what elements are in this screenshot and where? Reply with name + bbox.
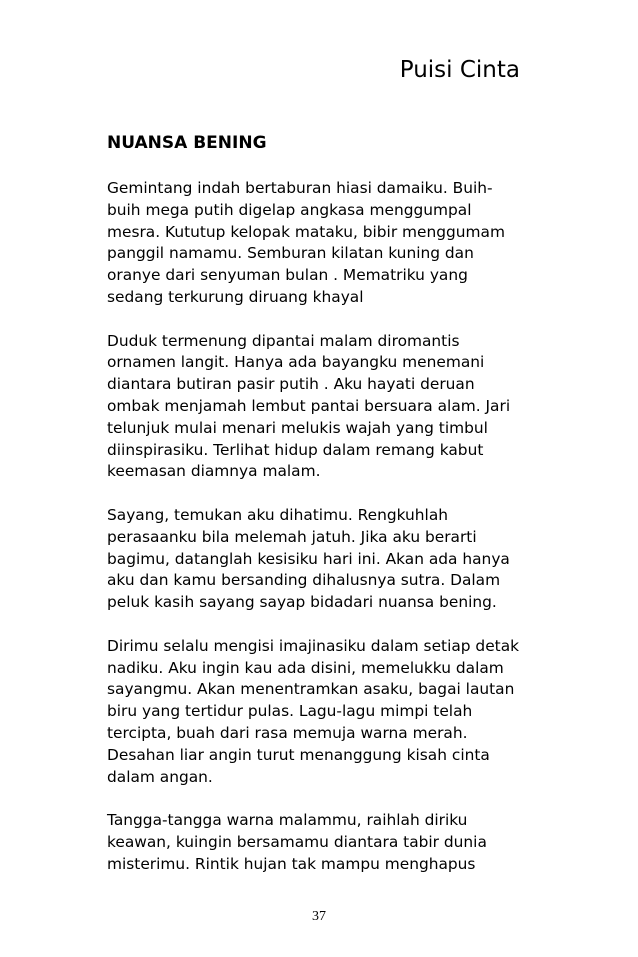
poem-line: ornamen langit. Hanya ada bayangku menemani	[107, 353, 485, 372]
poem-paragraph	[107, 810, 547, 875]
poem-line: mesra. Kututup kelopak mataku, bibir menggumam	[107, 222, 505, 241]
poem-line: misterimu. Rintik hujan tak mampu menghapus	[107, 854, 476, 873]
poem-line: nadiku. Aku ingin kau ada disini, memelukku dalam	[107, 658, 504, 677]
poem-line: buih mega putih digelap angkasa menggumpal	[107, 200, 472, 219]
poem-line: dalam angan.	[107, 767, 213, 786]
poem-line: keawan, kuingin bersamamu diantara tabir dunia	[107, 832, 487, 851]
poem-line: panggil namamu. Semburan kilatan kuning dan	[107, 244, 474, 263]
poem-paragraph	[107, 178, 547, 309]
running-header-title: Puisi Cinta	[399, 57, 520, 83]
poem-paragraph	[107, 636, 547, 789]
poem-line: biru yang tertidur pulas. Lagu-lagu mimpi telah	[107, 702, 473, 721]
poem-line: sayangmu. Akan menentramkan asaku, bagai lautan	[107, 680, 515, 699]
poem-line: ombak menjamah lembut pantai bersuara alam. Jari	[107, 396, 511, 415]
poem-line: telunjuk mulai menari melukis wajah yang timbul	[107, 418, 488, 437]
poem-line: Duduk termenung dipantai malam diromantis	[107, 331, 460, 350]
poem-line: sedang terkurung diruang khayal	[107, 287, 364, 306]
poem-line: Gemintang indah bertaburan hiasi damaiku. Buih-	[107, 179, 493, 197]
poem-line: peluk kasih sayang sayap bidadari nuansa bening.	[107, 593, 497, 612]
poem-line: Sayang, temukan aku dihatimu. Rengkuhlah	[107, 505, 449, 524]
poem-line: Dirimu selalu mengisi imajinasiku dalam setiap detak	[107, 636, 520, 655]
page-number: 37	[312, 909, 326, 924]
poem-paragraph	[107, 331, 547, 484]
poem-line: keemasan diamnya malam.	[107, 462, 321, 481]
poem-line: tercipta, buah dari rasa memuja warna merah.	[107, 723, 468, 742]
poem-line: diantara butiran pasir putih . Aku hayati deruan	[107, 375, 475, 394]
poem-line: diinspirasiku. Terlihat hidup dalam remang kabut	[107, 440, 484, 459]
poem-paragraph	[107, 505, 547, 614]
poem-line: aku dan kamu bersanding dihalusnya sutra. Dalam	[107, 571, 501, 590]
poem-line: Tangga-tangga warna malammu, raihlah diriku	[107, 811, 468, 830]
poem-line: Desahan liar angin turut menanggung kisah cinta	[107, 745, 490, 764]
poem-line: oranye dari senyuman bulan . Mematriku yang	[107, 266, 468, 285]
poem-line: perasaanku bila melemah jatuh. Jika aku berarti	[107, 527, 477, 546]
poem-body	[107, 178, 547, 897]
poem-line: bagimu, datanglah kesisiku hari ini. Akan ada hanya	[107, 549, 510, 568]
poem-title: NUANSA BENING	[107, 133, 267, 153]
